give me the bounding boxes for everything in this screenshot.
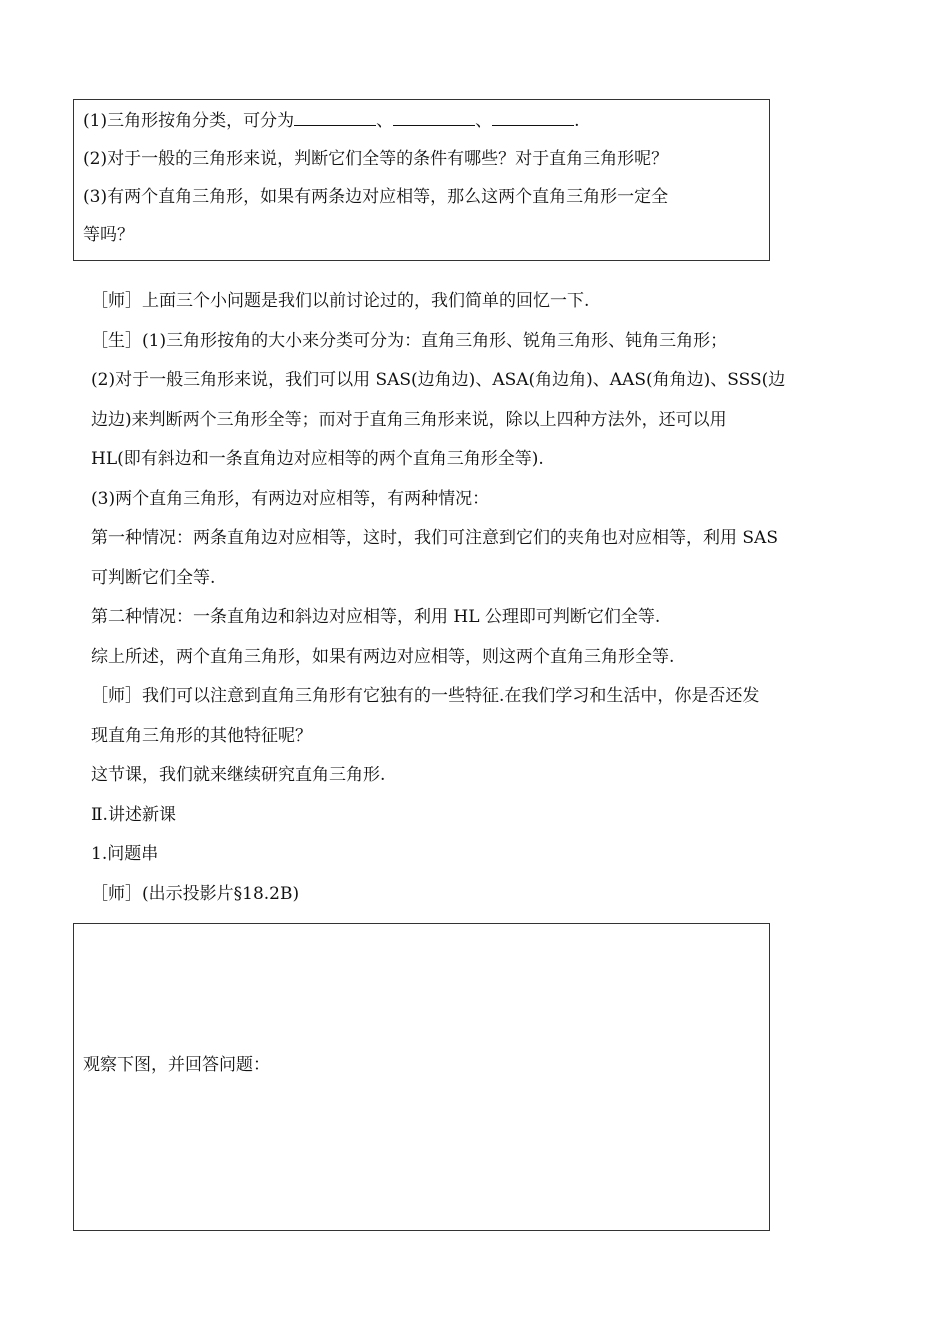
subsection-heading: 1.问题串 xyxy=(91,844,159,864)
question-1: (1)三角形按角分类，可分为 、 、 . xyxy=(83,111,580,131)
lesson-intro: 这节课，我们就来继续研究直角三角形. xyxy=(91,765,386,785)
lesson-body xyxy=(91,282,866,914)
case-1-line-1: 第一种情况：两条直角边对应相等，这时，我们可注意到它们的夹角也对应相等，利用 SAS xyxy=(91,528,778,548)
question-3-line-2: 等吗？ xyxy=(83,225,134,245)
teacher-prompt-line-2: 现直角三角形的其他特征呢？ xyxy=(91,725,312,746)
answer-blank-3[interactable] xyxy=(492,111,574,126)
question-3-line-1: (3)有两个直角三角形，如果有两条边对应相等，那么这两个直角三角形一定全 xyxy=(83,187,669,207)
case-1-line-2: 可判断它们全等. xyxy=(91,567,216,588)
answer-blank-2[interactable] xyxy=(393,111,475,126)
summary: 综上所述，两个直角三角形，如果有两边对应相等，则这两个直角三角形全等. xyxy=(91,646,675,667)
case-2: 第二种情况：一条直角边和斜边对应相等，利用 HL 公理即可判断它们全等. xyxy=(91,607,661,627)
answer-blank-1[interactable] xyxy=(294,111,376,126)
slide-box xyxy=(73,923,770,1231)
teacher-prompt-line-1: ［师］我们可以注意到直角三角形有它独有的一些特征.在我们学习和生活中，你是否还发 xyxy=(91,686,760,706)
student-answer-2-line-1: (2)对于一般三角形来说，我们可以用 SAS(边角边)、ASA(角边角)、AAS(角角边)、SSS(边 xyxy=(91,370,786,390)
question-2: (2)对于一般的三角形来说，判断它们全等的条件有哪些？对于直角三角形呢？ xyxy=(83,149,669,169)
review-questions-box xyxy=(73,99,770,261)
student-answer-1: ［生］(1)三角形按角的大小来分类可分为：直角三角形、锐角三角形、钝角三角形； xyxy=(91,330,728,351)
slide-instruction: 观察下图，并回答问题： xyxy=(83,1055,270,1075)
teacher-recall: ［师］上面三个小问题是我们以前讨论过的，我们简单的回忆一下. xyxy=(91,291,590,311)
student-answer-2-line-2: 边边)来判断两个三角形全等；而对于直角三角形来说，除以上四种方法外，还可以用 xyxy=(91,409,727,430)
teacher-slide-note: ［师］(出示投影片§18.2B) xyxy=(91,883,300,904)
student-answer-3: (3)两个直角三角形，有两边对应相等，有两种情况： xyxy=(91,488,490,509)
student-answer-2-line-3: HL(即有斜边和一条直角边对应相等的两个直角三角形全等). xyxy=(91,449,544,469)
section-heading: Ⅱ.讲述新课 xyxy=(91,804,176,825)
